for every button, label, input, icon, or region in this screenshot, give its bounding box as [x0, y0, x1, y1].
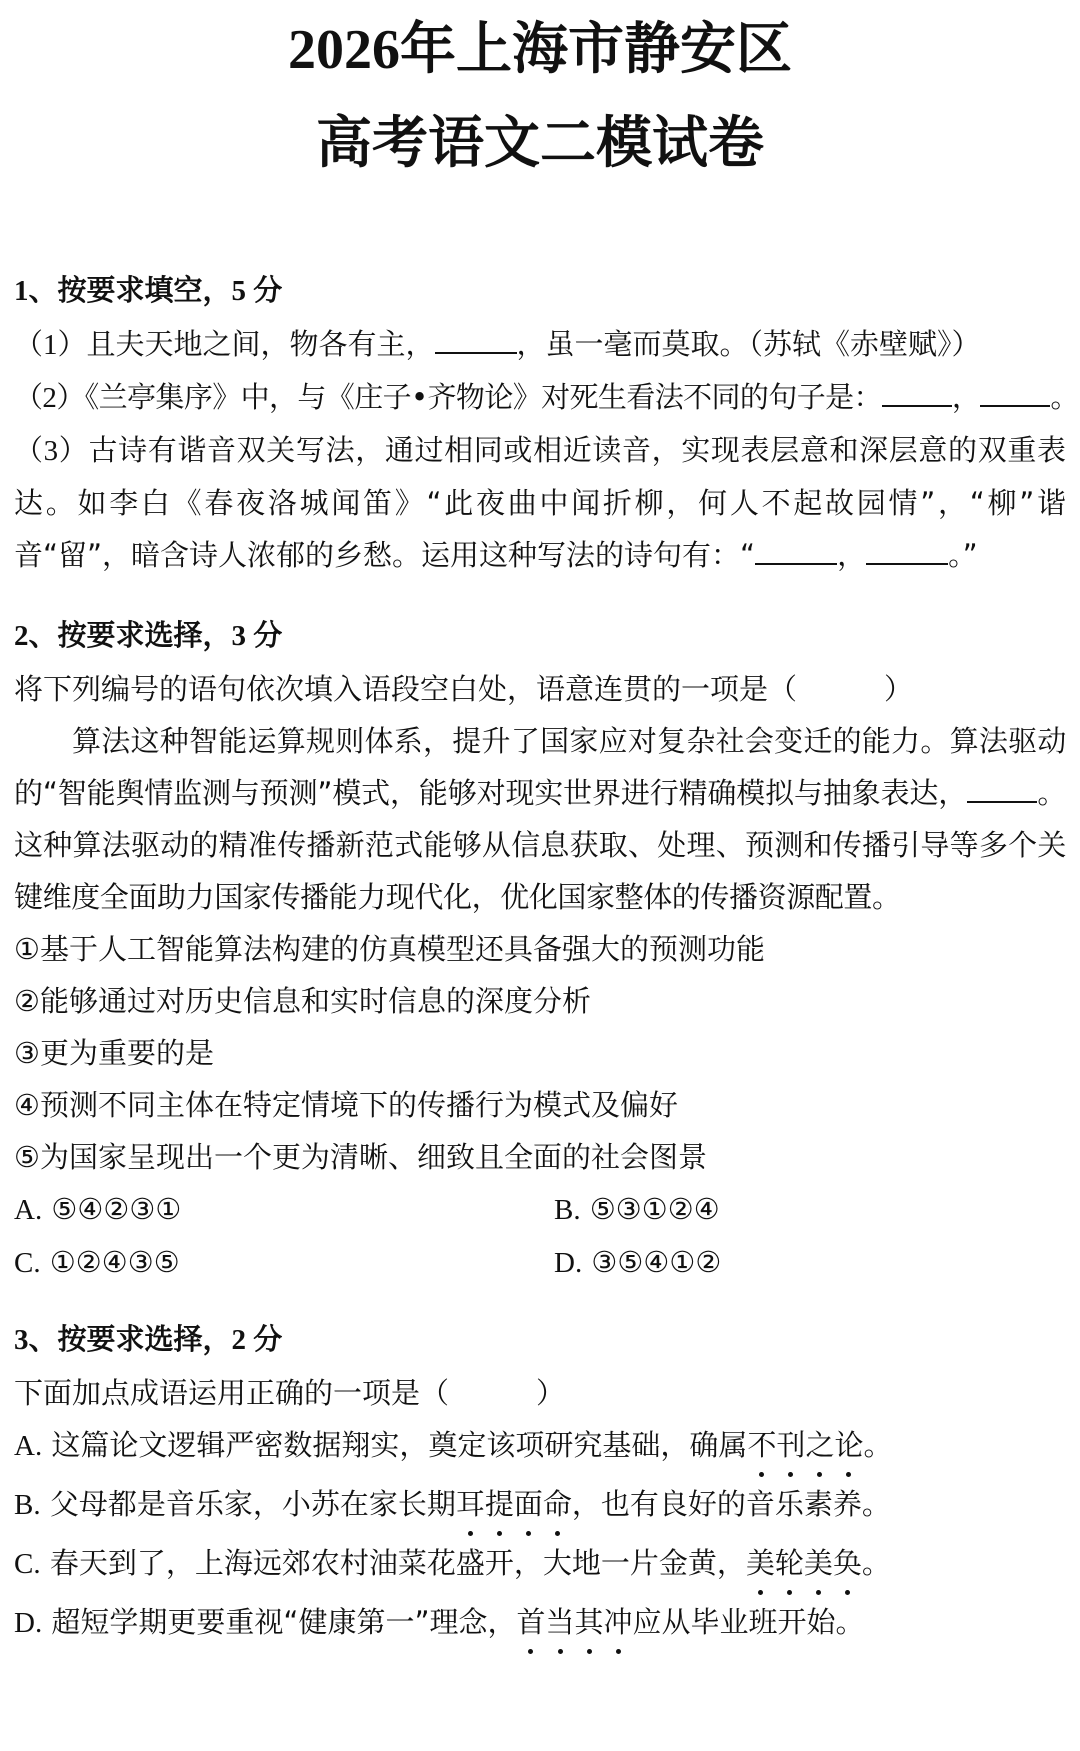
- q2-options: [14, 1183, 1066, 1289]
- q2-passage-text-a: 算法这种智能运算规则体系，提升了国家应对复杂社会变迁的能力。算法驱动的“智能舆情监测与预测”模式，能够对现实世界进行精确模拟与抽象表达，: [14, 724, 1066, 810]
- q2-option-c[interactable]: [14, 1236, 554, 1289]
- q3-option-c[interactable]: [14, 1537, 1066, 1590]
- q2-option-a-text: ⑤④②③①: [51, 1192, 182, 1226]
- q1-part1-number: 1: [43, 329, 58, 361]
- q3-option-b-dotted-char: 耳: [456, 1478, 485, 1530]
- q2-number: 2、: [14, 620, 58, 652]
- q1-part3-open: （: [14, 433, 44, 467]
- q2-option-d-letter: D.: [554, 1247, 583, 1279]
- q2-passage-blank[interactable]: [967, 777, 1037, 803]
- q1-part2-number: 2: [42, 382, 57, 414]
- q2-item-2: ②能够通过对历史信息和实时信息的深度分析: [14, 984, 591, 1018]
- q2-head-text: 按要求选择，: [57, 618, 232, 652]
- q1-part1: [14, 318, 1066, 371]
- q3-heading: [14, 1322, 1066, 1356]
- q2-option-b[interactable]: [554, 1183, 1054, 1236]
- q1-part1-blank[interactable]: [435, 328, 517, 354]
- q3-option-d-letter: D.: [14, 1607, 43, 1639]
- q3-option-d-dotted-char: 首: [516, 1596, 545, 1648]
- q3-option-a-dotted-char: 之: [805, 1419, 834, 1471]
- title-year: 2026: [288, 19, 400, 81]
- q3-option-b-dotted-char: 命: [543, 1478, 572, 1530]
- q2-heading: [14, 618, 1066, 652]
- q2-option-c-letter: C.: [14, 1247, 41, 1279]
- q3-option-a-post: 。: [863, 1428, 893, 1462]
- q3-option-a-dotted-char: 刊: [776, 1419, 805, 1471]
- q3-option-d-dotted-char: 其: [575, 1596, 604, 1648]
- q1-part2: [14, 371, 1079, 424]
- q3-option-b[interactable]: [14, 1478, 1066, 1531]
- q3-option-a-letter: A.: [14, 1430, 43, 1462]
- q3-option-c-dotted-char: 轮: [775, 1537, 804, 1589]
- q1-part1-text-a: ）且夫天地之间，物各有主，: [57, 327, 435, 361]
- q1-part3: [14, 424, 1066, 581]
- q2-option-d-text: ③⑤④①②: [591, 1245, 722, 1279]
- q3-option-c-dotted-char: 美: [804, 1537, 833, 1589]
- q3-stem: 下面加点成语运用正确的一项是（ ）: [14, 1376, 566, 1410]
- q1-part3-text-a: ）古诗有谐音双关写法，通过相同或相近读音，实现表层意和深层意的双重表达。如李白《春夜洛城闻笛》“此夜曲中闻折柳，何人不起故园情”，“柳”谐音“留”，暗含诗人浓郁的乡愁。运用这种写法的诗句有：“: [14, 433, 1066, 572]
- page-title-line2: 高考语文二模试卷: [316, 111, 764, 176]
- q2-item-5: ⑤为国家呈现出一个更为清晰、细致且全面的社会图景: [14, 1140, 707, 1174]
- title-line1-text: 年上海市静安区: [400, 17, 792, 82]
- q3-option-a-pre: 这篇论文逻辑严密数据翔实，奠定该项研究基础，确属: [51, 1428, 748, 1462]
- q2-option-b-letter: B.: [554, 1194, 581, 1226]
- q2-option-a[interactable]: [14, 1183, 554, 1236]
- q1-part2-comma: ，: [951, 380, 981, 414]
- q1-head-text: 按要求填空，: [57, 273, 232, 307]
- q2-score-unit: 分: [253, 618, 283, 652]
- q1-part3-number: 3: [43, 435, 59, 467]
- q1-part3-blank-2[interactable]: [866, 539, 948, 565]
- q2-option-d[interactable]: [554, 1236, 1054, 1289]
- q1-part2-blank-2[interactable]: [980, 381, 1050, 407]
- q1-heading: [14, 273, 1066, 307]
- page-title-line1: [14, 0, 1066, 84]
- q3-option-d[interactable]: [14, 1596, 1066, 1649]
- q1-part2-text-a: ）《兰亭集序》中，与《庄子•齐物论》对死生看法不同的句子是：: [56, 380, 882, 414]
- q1-score-unit: 分: [253, 273, 283, 307]
- q2-item-3: ③更为重要的是: [14, 1036, 214, 1070]
- q3-number: 3、: [14, 1324, 58, 1356]
- q3-option-c-dotted-char: 奂: [833, 1537, 862, 1589]
- q3-option-b-dotted-char: 提: [485, 1478, 514, 1530]
- q3-option-c-pre: 春天到了，上海远郊农村油菜花盛开，大地一片金黄，: [49, 1546, 746, 1580]
- q3-option-c-letter: C.: [14, 1548, 41, 1580]
- q3-option-d-pre: 超短学期更要重视“健康第一”理念，: [51, 1605, 517, 1639]
- q2-score: 3: [231, 620, 247, 652]
- q1-score: 5: [231, 275, 247, 307]
- q3-option-a-dotted-char: 不: [747, 1419, 776, 1471]
- q1-part3-comma: ，: [837, 538, 867, 572]
- q3-head-text: 按要求选择，: [57, 1322, 232, 1356]
- q2-item-4: ④预测不同主体在特定情境下的传播行为模式及偏好: [14, 1088, 678, 1122]
- q1-part2-blank-1[interactable]: [882, 381, 952, 407]
- q1-part2-open: （: [14, 380, 43, 414]
- q3-option-a-dotted-char: 论: [834, 1419, 863, 1471]
- q2-passage-text-b: 。这种算法驱动的精准传播新范式能够从信息获取、处理、预测和传播引导等多个关键维度全面助力国家传播能力现代化，优化国家整体的传播资源配置。: [14, 776, 1066, 914]
- q1-part3-blank-1[interactable]: [755, 539, 837, 565]
- q1-part1-text-b: ，虽一毫而莫取。（苏轼《赤壁赋》）: [516, 327, 981, 361]
- q2-option-b-text: ⑤③①②④: [589, 1192, 720, 1226]
- q3-score: 2: [231, 1324, 247, 1356]
- q3-option-d-dotted-char: 当: [546, 1596, 575, 1648]
- q3-score-unit: 分: [253, 1322, 283, 1356]
- q1-number: 1、: [14, 275, 58, 307]
- q2-passage: [14, 715, 1066, 923]
- q3-option-d-post: 应从毕业班开始。: [632, 1605, 865, 1639]
- q3-option-b-post: ，也有良好的音乐素养。: [571, 1487, 891, 1521]
- q2-option-a-letter: A.: [14, 1194, 43, 1226]
- q3-option-b-dotted-char: 面: [514, 1478, 543, 1530]
- q2-item-1: ①基于人工智能算法构建的仿真模型还具备强大的预测功能: [14, 932, 765, 966]
- q1-part3-close: 。”: [948, 538, 978, 572]
- q1-part2-period: 。: [1050, 380, 1079, 414]
- q3-option-c-dotted-char: 美: [746, 1537, 775, 1589]
- q3-option-b-letter: B.: [14, 1489, 41, 1521]
- q2-option-c-text: ①②④③⑤: [49, 1245, 180, 1279]
- q3-option-c-post: 。: [861, 1546, 891, 1580]
- q3-option-d-dotted-char: 冲: [604, 1596, 633, 1648]
- q1-part1-open: （: [14, 327, 44, 361]
- q3-option-a[interactable]: [14, 1419, 1066, 1472]
- q3-option-b-pre: 父母都是音乐家，小苏在家长期: [49, 1487, 456, 1521]
- q2-stem: 将下列编号的语句依次填入语段空白处，语意连贯的一项是（ ）: [14, 672, 914, 706]
